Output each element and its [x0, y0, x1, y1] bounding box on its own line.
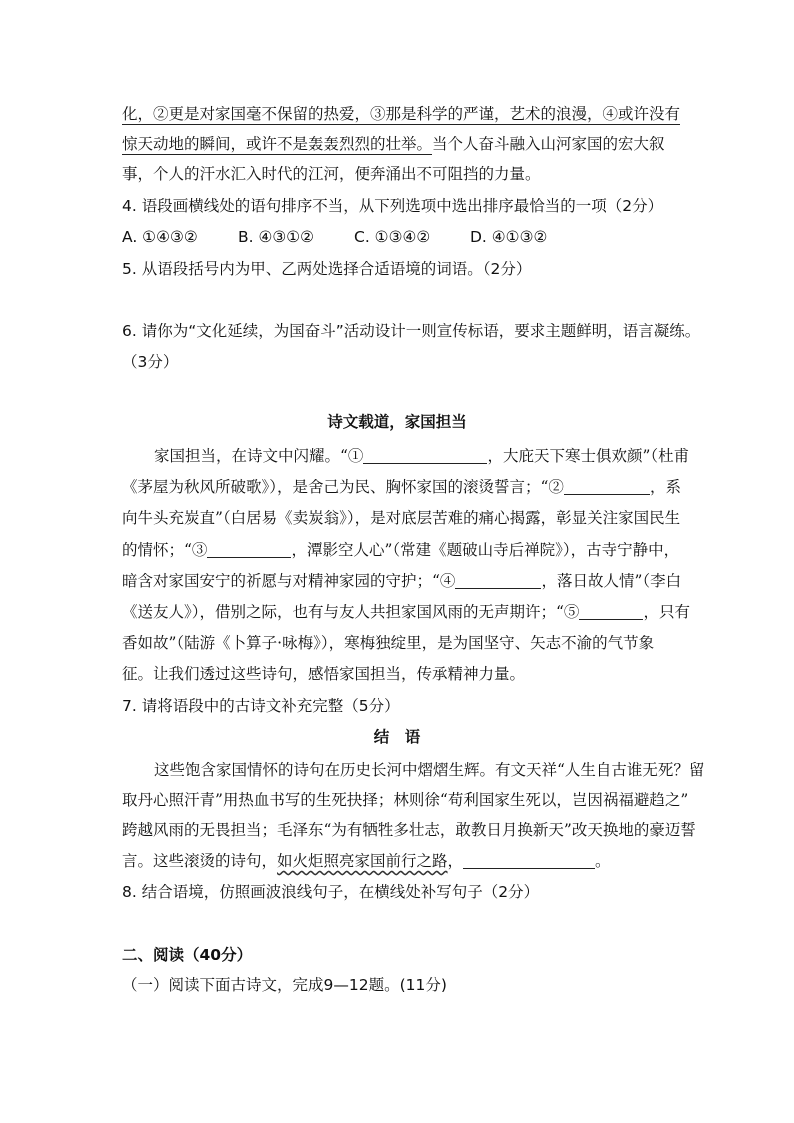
passage-line-3: 事，个人的汗水汇入时代的江河，便奔涌出不可阻挡的力量。 — [122, 165, 541, 183]
passage-text: 当个人奋斗融入山河家国的宏大叙 — [432, 135, 665, 153]
poem-text: ，潭影空人心”（常建《题破山寺后禅院》），古寺宁静中， — [291, 541, 680, 559]
poem-text: 暗含对家国安宁的祈愿与对精神家园的守护；“④ — [122, 572, 456, 590]
poem-line-7: 香如故”（陆游《卜算子·咏梅》），寒梅独绽里，是为国坚守、矢志不渝的气节象 — [122, 634, 655, 652]
question-6-points: （3分） — [122, 353, 179, 371]
option-d: D. ④①③② — [470, 228, 548, 246]
poem-line-5 — [122, 571, 682, 591]
option-c: C. ①③④② — [354, 228, 431, 246]
blank-1[interactable] — [363, 447, 487, 464]
conclusion-text: 。 — [595, 852, 611, 870]
question-6-stem: 6. 请你为“文化延续，为国奋斗”活动设计一则宣传标语，要求主题鲜明，语言凝练。 — [122, 322, 701, 340]
question-5-stem: 5. 从语段括号内为甲、乙两处选择合适语境的词语。（2分） — [122, 260, 532, 278]
section-title-poem: 诗文载道，家国担当 — [327, 413, 467, 431]
option-a: A. ①④③② — [122, 228, 198, 246]
conclusion-text: 言。这些滚烫的诗句， — [122, 852, 278, 870]
part-2-subtitle: （一）阅读下面古诗文，完成9—12题。(11分) — [122, 976, 447, 994]
conclusion-text: ， — [447, 852, 464, 870]
poem-text: 《茅屋为秋风所破歌》），是舍己为民、胸怀家国的滚烫誓言；“② — [122, 478, 564, 496]
poem-text: 家国担当，在诗文中闪耀。“① — [154, 447, 364, 465]
underlined-sentences: 化，②更是对家国毫不保留的热爱，③那是科学的严谨，艺术的浪漫，④或许没有 — [122, 105, 681, 123]
poem-line-4 — [122, 540, 682, 560]
conclusion-line-4 — [122, 851, 682, 871]
blank-4[interactable] — [455, 572, 541, 589]
section-title-conclusion: 结 语 — [373, 728, 421, 746]
part-2-title: 二、阅读（40分） — [122, 946, 253, 964]
blank-2[interactable] — [564, 478, 650, 495]
blank-3[interactable] — [207, 541, 291, 558]
conclusion-line-3: 跨越风雨的无畏担当；毛泽东“为有牺牲多壮志，敢教日月换新天”改天换地的豪迈誓 — [122, 821, 696, 839]
poem-text: ，只有 — [643, 603, 690, 621]
option-b: B. ④③①② — [238, 228, 315, 246]
question-8-stem: 8. 结合语境，仿照画波浪线句子，在横线处补写句子（2分） — [122, 883, 540, 901]
wavy-underlined-sentence: 如火炬照亮家国前行之路 — [277, 852, 448, 870]
answer-blank[interactable] — [463, 852, 595, 869]
poem-text: ，落日故人情”（李白 — [541, 572, 682, 590]
poem-text: ，系 — [649, 478, 681, 496]
poem-line-6 — [122, 602, 690, 622]
poem-line-2 — [122, 477, 682, 497]
poem-line-3: 向牛头充炭直”（白居易《卖炭翁》），是对底层苦难的痛心揭露，彰显关注家国民生 — [122, 509, 681, 527]
passage-line-1 — [122, 104, 682, 124]
question-7-stem: 7. 请将语段中的古诗文补充完整（5分） — [122, 697, 400, 715]
passage-line-2 — [122, 134, 682, 154]
question-4-stem: 4. 语段画横线处的语句排序不当，从下列选项中选出排序最恰当的一项（2分） — [122, 197, 664, 215]
underlined-sentences-end: 惊天动地的瞬间，或许不是轰轰烈烈的壮举。 — [122, 135, 433, 153]
blank-5[interactable] — [579, 603, 643, 620]
poem-line-1 — [154, 446, 714, 466]
question-4-options — [122, 227, 682, 247]
poem-line-8: 征。让我们透过这些诗句，感悟家国担当，传承精神力量。 — [122, 665, 526, 683]
conclusion-line-2: 取丹心照汗青”用热血书写的生死抉择；林则徐“苟利国家生死以，岂因祸福避趋之” — [122, 791, 689, 809]
conclusion-line-1: 这些饱含家国情怀的诗句在历史长河中熠熠生辉。有文天祥“人生自古谁无死？留 — [154, 761, 705, 779]
poem-text: ，大庇天下寒士俱欢颜”（杜甫 — [487, 447, 690, 465]
poem-text: 的情怀；“③ — [122, 541, 208, 559]
poem-text: 《送友人》），借别之际，也有与友人共担家国风雨的无声期许；“⑤ — [122, 603, 580, 621]
